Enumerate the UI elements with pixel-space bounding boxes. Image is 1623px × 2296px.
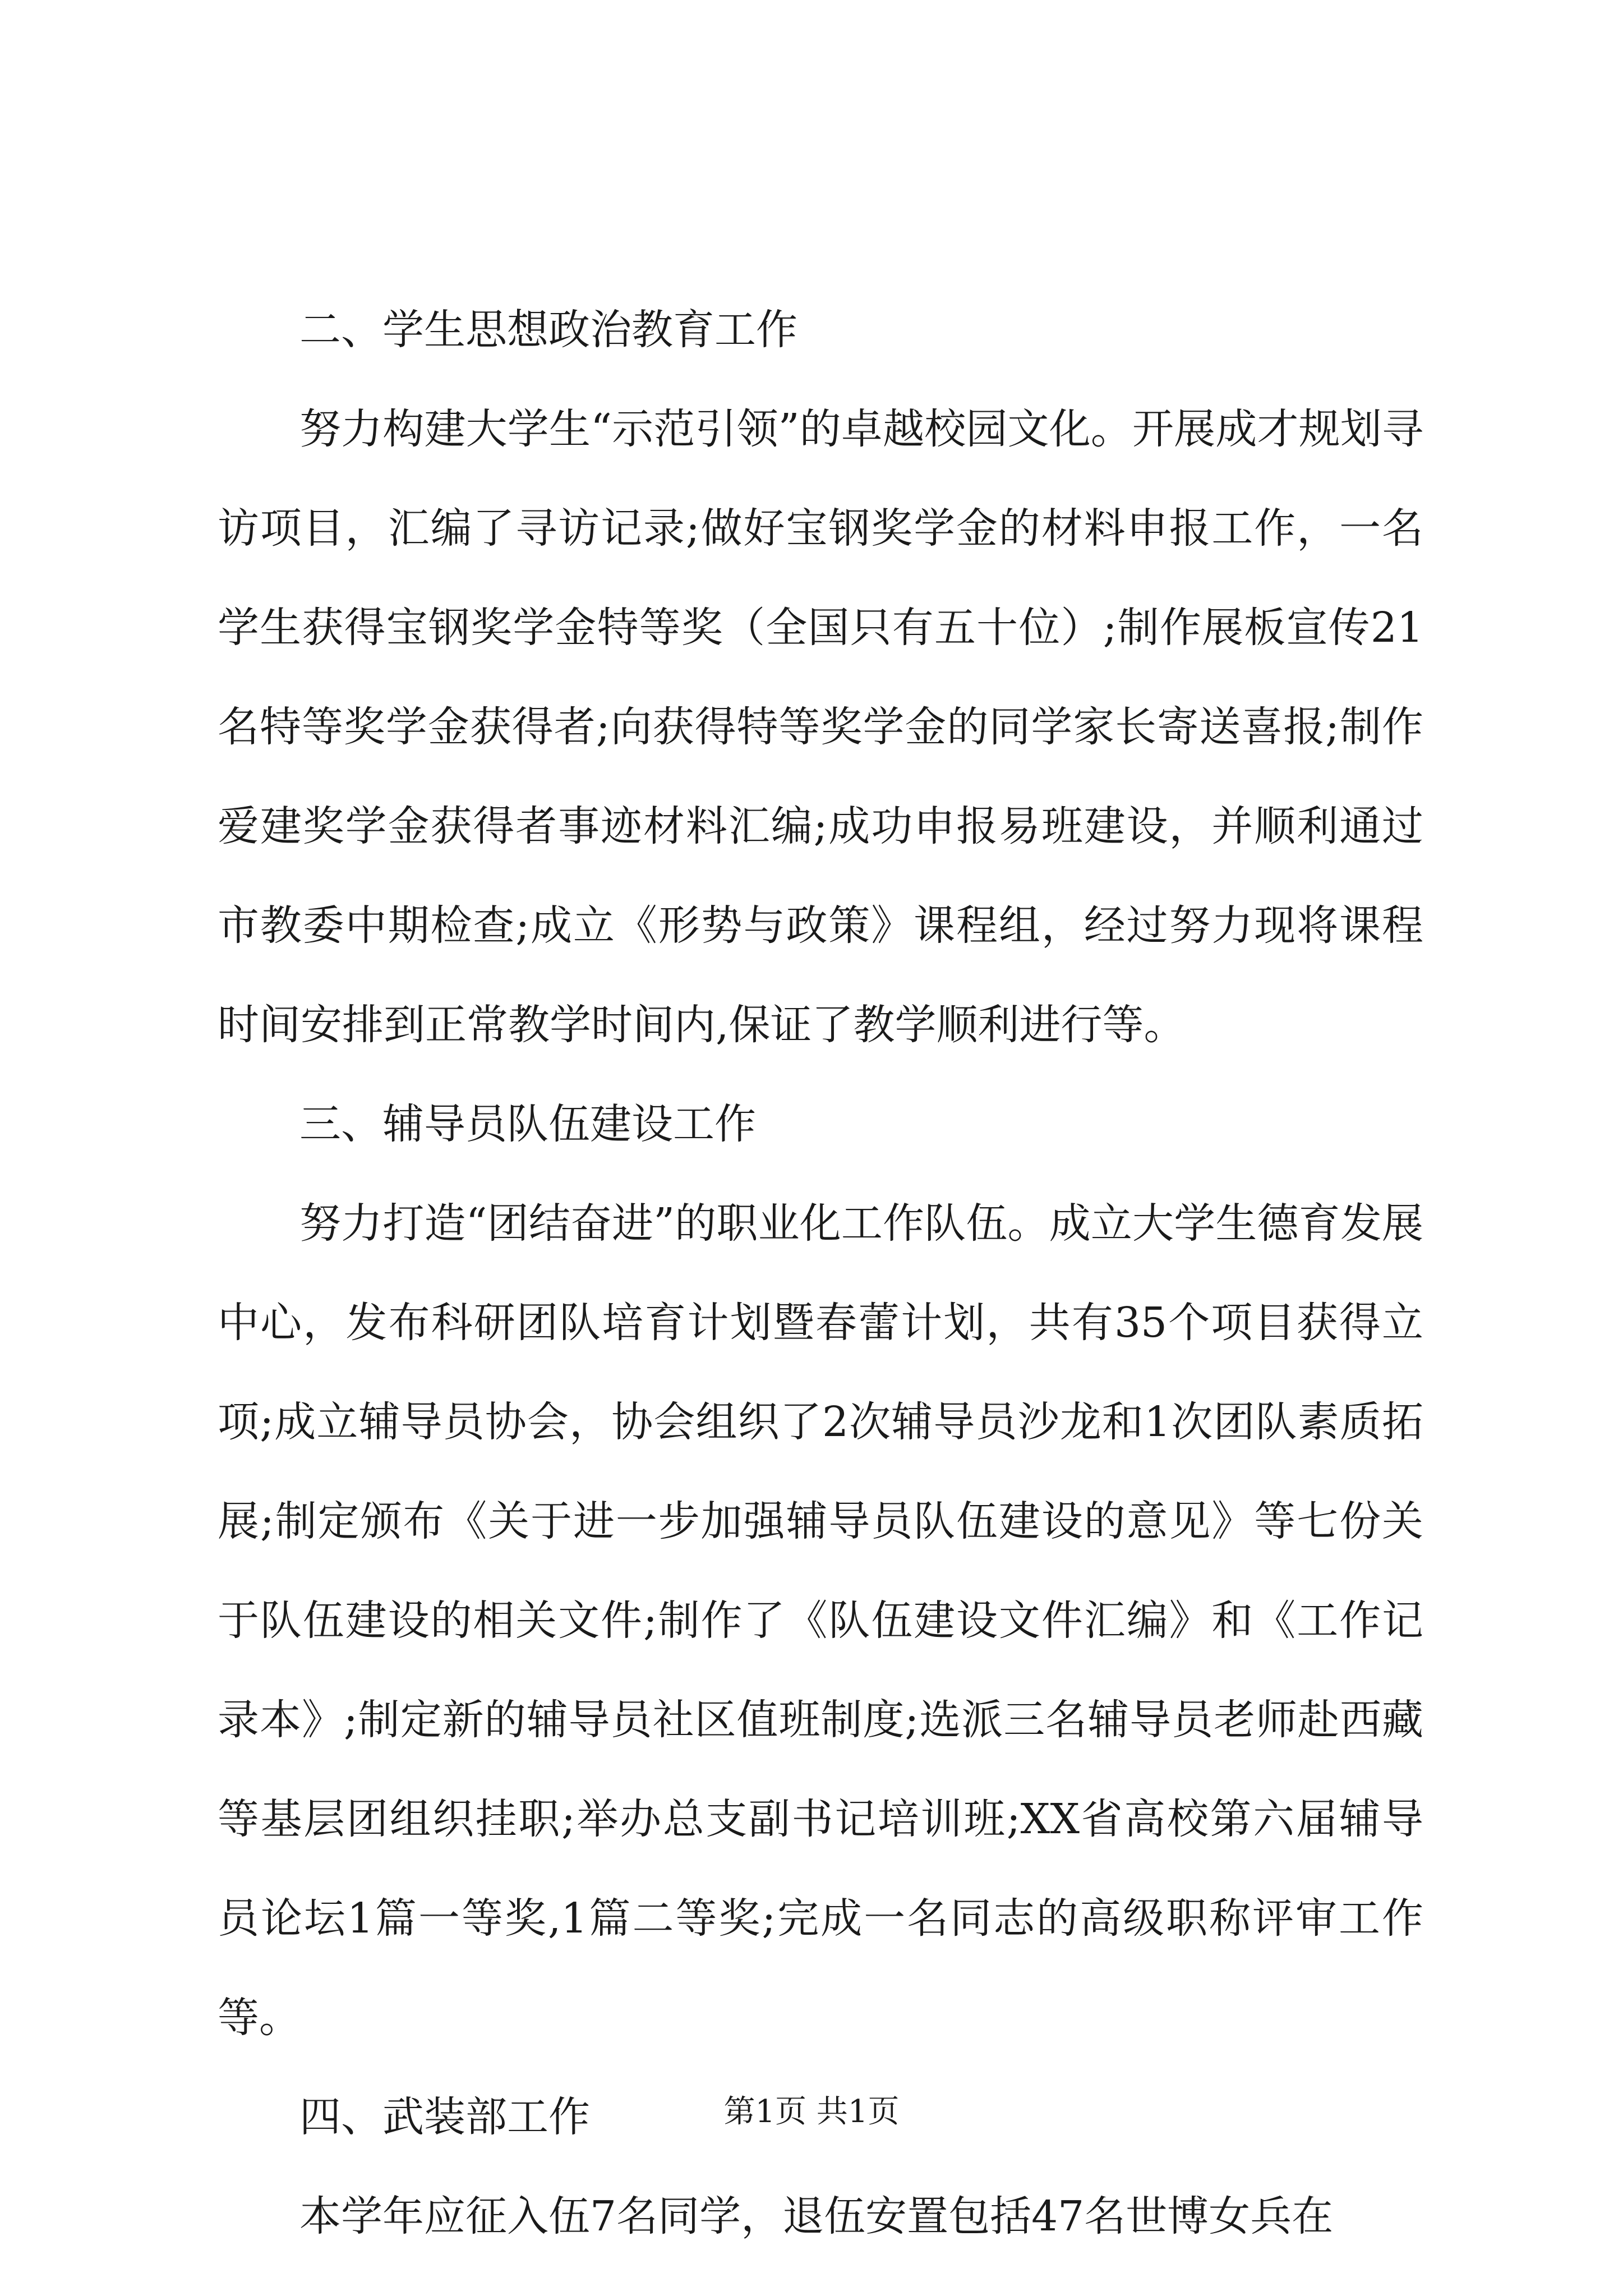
section-paragraph-armed-forces: 本学年应征入伍7名同学，退伍安置包括47名世博女兵在 (299, 2192, 1334, 2240)
section-paragraph-counselor-team: 努力打造“团结奋进”的职业化工作队伍。成立大学生德育发展中心，发布科研团队培育计划暨春蕾计划，共有35个项目获得立项;成立辅导员协会，协会组织了2次辅导员沙龙和1次团队素质拓展;制定颁布《关于进一步加强辅导员队伍建设的意见》等七份关于队伍建设的相关文件;制作了《队伍建设文件汇编》和《工作记录本》;制定新的辅导员社区值班制度;选派三名辅导员老师赴西藏等基层团组织挂职;举办总支副书记培训班;XX省高校第六届辅导员论坛1篇一等奖,1篇二等奖;完成一名同志的高级职称评审工作等。 (218, 1199, 1423, 2042)
page-number-label: 第1页 共1页 (723, 2093, 900, 2130)
section-heading-counselor-team: 三、辅导员队伍建设工作 (299, 1100, 756, 1148)
section-paragraph-student-education: 努力构建大学生“示范引领”的卓越校园文化。开展成才规划寻访项目，汇编了寻访记录;做好宝钢奖学金的材料申报工作，一名学生获得宝钢奖学金特等奖（全国只有五十位）;制作展板宣传21名特等奖学金获得者;向获得特等奖学金的同学家长寄送喜报;制作爱建奖学金获得者事迹材料汇编;成功申报易班建设，并顺利通过市教委中期检查;成立《形势与政策》课程组，经过努力现将课程时间安排到正常教学时间内,保证了教学顺利进行等。 (218, 405, 1423, 1049)
section-heading-armed-forces: 四、武装部工作 (299, 2093, 590, 2141)
section-heading-student-education: 二、学生思想政治教育工作 (299, 306, 797, 354)
document-body (218, 280, 1423, 2266)
page-footer (0, 2090, 1623, 2134)
